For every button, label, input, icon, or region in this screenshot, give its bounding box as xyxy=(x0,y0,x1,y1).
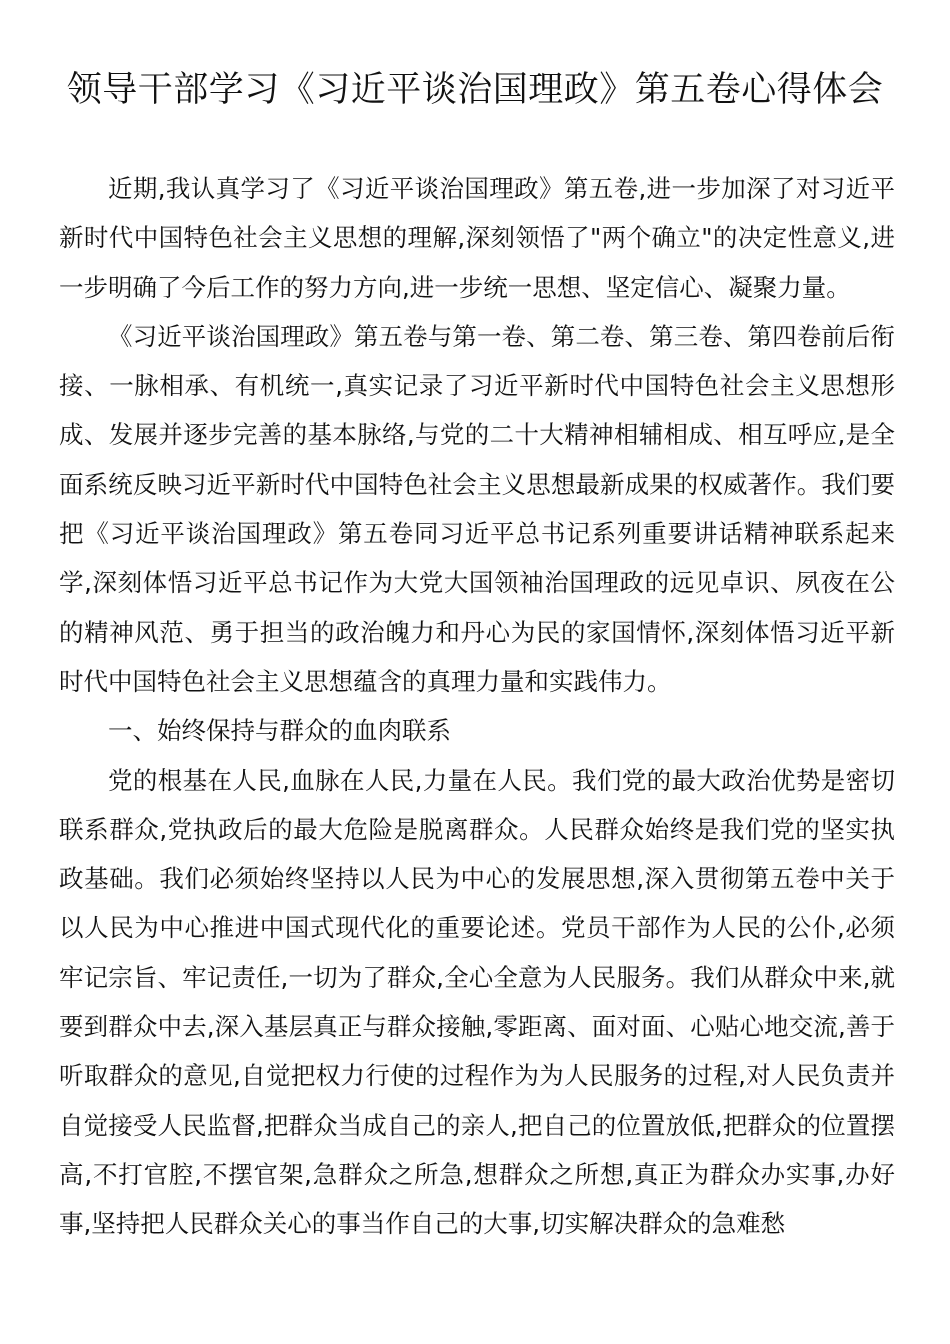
section-heading: 一、始终保持与群众的血肉联系 xyxy=(108,716,451,746)
document-body xyxy=(59,164,895,1249)
section-paragraph: 党的根基在人民,血脉在人民,力量在人民。我们党的最大政治优势是密切联系群众,党执政后的最大危险是脱离群众。人民群众始终是我们党的坚实执政基础。我们必须始终坚持以人民为中心的发展思想,深入贯彻第五卷中关于以人民为中心推进中国式现代化的重要论述。党员干部作为人民的公仆,必须牢记宗旨、牢记责任,一切为了群众,全心全意为人民服务。我们从群众中来,就要到群众中去,深入基层真正与群众接触,零距离、面对面、心贴心地交流,善于听取群众的意见,自觉把权力行使的过程作为为人民服务的过程,对人民负责并自觉接受人民监督,把群众当成自己的亲人,把自己的位置放低,把群众的位置摆高,不打官腔,不摆官架,急群众之所急,想群众之所想,真正为群众办实事,办好事,坚持把人民群众关心的事当作自己的大事,切实解决群众的急难愁 xyxy=(59,765,895,1239)
background-paragraph: 《习近平谈治国理政》第五卷与第一卷、第二卷、第三卷、第四卷前后衔接、一脉相承、有机统一,真实记录了习近平新时代中国特色社会主义思想形成、发展并逐步完善的基本脉络,与党的二十大精神相辅相成、相互呼应,是全面系统反映习近平新时代中国特色社会主义思想最新成果的权威著作。我们要把《习近平谈治国理政》第五卷同习近平总书记系列重要讲话精神联系起来学,深刻体悟习近平总书记作为大党大国领袖治国理政的远见卓识、夙夜在公的精神风范、勇于担当的政治魄力和丹心为民的家国情怀,深刻体悟习近平新时代中国特色社会主义思想蕴含的真理力量和实践伟力。 xyxy=(59,321,895,696)
intro-paragraph: 近期,我认真学习了《习近平谈治国理政》第五卷,进一步加深了对习近平新时代中国特色社会主义思想的理解,深刻领悟了"两个确立"的决定性意义,进一步明确了今后工作的努力方向,进一步统一思想、坚定信心、凝聚力量。 xyxy=(59,174,895,302)
document-title: 领导干部学习《习近平谈治国理政》第五卷心得体会 xyxy=(66,70,884,110)
